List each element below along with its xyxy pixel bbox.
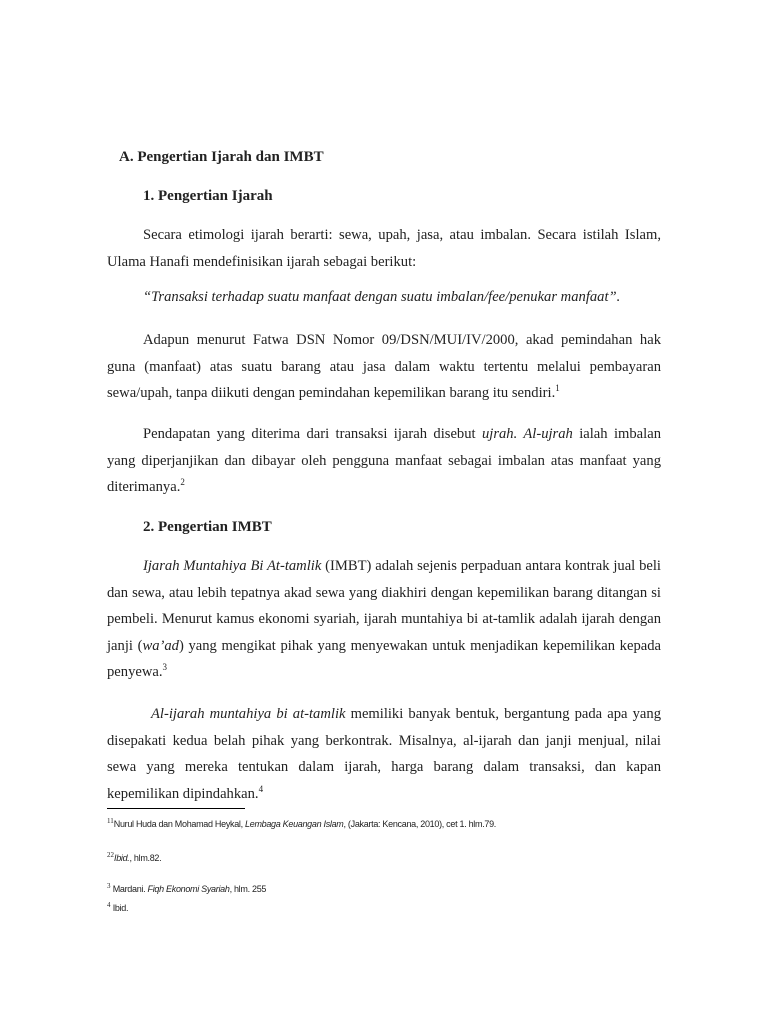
footnote-ref-1: 1 — [555, 383, 560, 394]
footnote-4: $^4$ Ibid. — [107, 901, 129, 913]
paragraph-fatwa: Adapun menurut Fatwa DSN Nomor 09/DSN/MUI/IV/2000, akad pemindahan hak guna (manfaat) atas suatu barang atau jasa dalam waktu tertentu melalui pembayaran sewa/upah, tanpa diikuti dengan pemindahan kepemilikan barang itu sendiri.$^1$ — [107, 332, 661, 402]
paragraph-bentuk: Al-ijarah muntahiya bi at-tamlik memiliki banyak bentuk, bergantung pada apa yang disepakati kedua belah pihak yang berkontrak. Misalnya, al-ijarah dan janji menjual, nilai sewa yang mereka tentukan dalam ijarah, harga barang dalam transaksi, dan kapan kepemilikan dipindahkan.$^4$ — [107, 706, 661, 802]
section-heading-a: A. Pengertian Ijarah dan IMBT — [119, 149, 324, 165]
footnote-ref-3: 3 — [162, 662, 168, 673]
footnote-ref-2: 2 — [180, 477, 185, 488]
footnote-2: $^{22}$Ibid., hlm.82. — [107, 851, 162, 863]
paragraph-etimologi: Secara etimologi ijarah berarti: sewa, upah, jasa, atau imbalan. Secara istilah Islam, Ulama Hanafi mendefinisikan ijarah sebagai berikut: — [107, 227, 661, 270]
footnote-separator — [107, 808, 245, 809]
ijarah-definition-quote: “Transaksi terhadap suatu manfaat dengan suatu imbalan/fee/penukar manfaat”. — [143, 289, 621, 305]
footnote-3: $^3$ Mardani. Fiqh Ekonomi Syariah, hlm. 255 — [107, 882, 267, 894]
footnote-ref-4: 4 — [258, 783, 264, 794]
paragraph-imbt: Ijarah Muntahiya Bi At-tamlik (IMBT) adalah sejenis perpaduan antara kontrak jual beli dan sewa, atau lebih tepatnya akad sewa yang diakhiri dengan kepemilikan barang ditangan si pembeli. Menurut kamus ekonomi syariah, ijarah muntahiya bi at-tamlik adalah ijarah dengan janji (wa’ad) yang mengikat pihak yang menyewakan untuk menjadikan kepemilikan kepada penyewa.$^3$ — [107, 558, 661, 681]
paragraph-pendapatan: Pendapatan yang diterima dari transaksi ijarah disebut ujrah. Al-ujrah ialah imbalan yang diperjanjikan dan dibayar oleh pengguna manfaat sebagai imbalan atas manfaat yang diterimanya.$^2$ — [107, 426, 661, 496]
footnote-1: $^{11}$Nurul Huda dan Mohamad Heykal, Lembaga Keuangan Islam, (Jakarta: Kencana, 2010), cet 1. hlm.79. — [107, 817, 497, 829]
subheading-ijarah: 1. Pengertian Ijarah — [143, 188, 273, 204]
subheading-imbt: 2. Pengertian IMBT — [143, 519, 272, 535]
